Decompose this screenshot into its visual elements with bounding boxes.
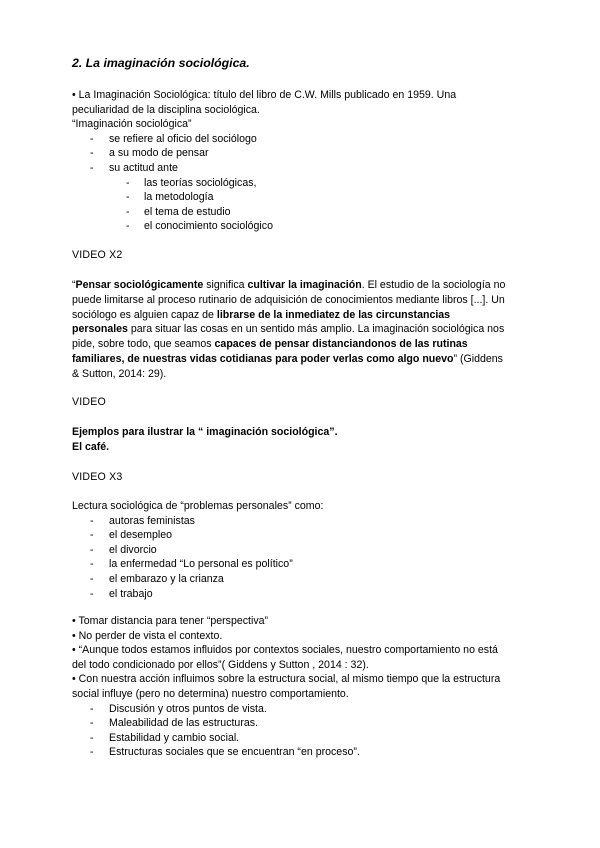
sub-list-item: - el tema de estudio xyxy=(126,205,231,218)
giddens-quote: “Pensar sociológicamente significa cultivar la imaginación. El estudio de la sociología no puede limitarse al proceso rutinario de adquisición de conocimientos mediante libros [...]. Un sociólogo es alguien capaz de librarse de la inmediatez de las circunstancias personales para situar las cosas en un sentido más amplio. La imaginación sociológica nos pide, sobre todo, que seamos capaces de pensar distanciandonos de las rutinas familiares, de nuestras vidas cotidianas para poder verlas como algo nuevo” (Giddens & Sutton, 2014: 29). xyxy=(72,279,506,380)
examples-sub: El café. xyxy=(72,440,110,453)
sub-list-item: - la metodología xyxy=(126,191,214,204)
reading-intro: Lectura sociológica de “problemas personales” como: xyxy=(72,500,324,512)
intro-bullet-line-1: • La Imaginación Sociológica: título del libro de C.W. Mills publicado en 1959. Una xyxy=(72,89,457,101)
point-3-line-2: del todo condicionado por ellos”( Giddens y Sutton , 2014 : 32). xyxy=(72,658,369,671)
video-label-1: VIDEO X2 xyxy=(72,249,123,261)
list-item: - Estructuras sociales que se encuentran “en proceso”. xyxy=(90,746,360,759)
video-label-3: VIDEO X3 xyxy=(72,471,123,483)
list-item: - el divorcio xyxy=(90,543,157,556)
point-2: • No perder de vista el contexto. xyxy=(72,629,223,642)
list-item: - la enfermedad “Lo personal es político” xyxy=(90,558,293,571)
point-3-line-1: • “Aunque todos estamos influidos por contextos sociales, nuestro comportamiento no está xyxy=(72,644,498,657)
examples-block xyxy=(72,425,532,454)
list-item: - el trabajo xyxy=(90,587,153,600)
point-4-line-1: • Con nuestra acción influimos sobre la estructura social, al mismo tiempo que la estructura xyxy=(72,673,501,686)
sub-list-item: - las teorías sociológicas, xyxy=(126,176,257,189)
list-item: - Estabilidad y cambio social. xyxy=(90,731,240,744)
examples-title: Ejemplos para ilustrar la “ imaginación sociológica”. xyxy=(72,426,338,438)
sub-list-item: - el conocimiento sociológico xyxy=(126,220,273,233)
points-block xyxy=(72,614,532,760)
list-item: - se refiere al oficio del sociólogo xyxy=(90,132,257,145)
list-item: - autoras feministas xyxy=(90,514,195,527)
list-item: - Maleabilidad de las estructuras. xyxy=(90,717,258,730)
point-1: • Tomar distancia para tener “perspectiva” xyxy=(72,615,269,627)
list-item: - Discusión y otros puntos de vista. xyxy=(90,702,267,715)
intro-quote-title: “Imaginación sociológica” xyxy=(72,118,192,131)
video-label-2: VIDEO xyxy=(72,396,106,408)
list-item: - a su modo de pensar xyxy=(90,147,209,160)
point-4-line-2: social influye (pero no determina) nuestro comportamiento. xyxy=(72,687,349,700)
reading-block xyxy=(72,499,532,601)
section-heading: 2. La imaginación sociológica. xyxy=(72,56,250,70)
list-item: - el desempleo xyxy=(90,529,173,542)
list-item: - su actitud ante xyxy=(90,161,178,174)
intro-bullet-line-2: peculiaridad de la disciplina sociológica. xyxy=(72,103,260,116)
list-item: - el embarazo y la crianza xyxy=(90,572,224,585)
intro-block xyxy=(72,88,532,234)
